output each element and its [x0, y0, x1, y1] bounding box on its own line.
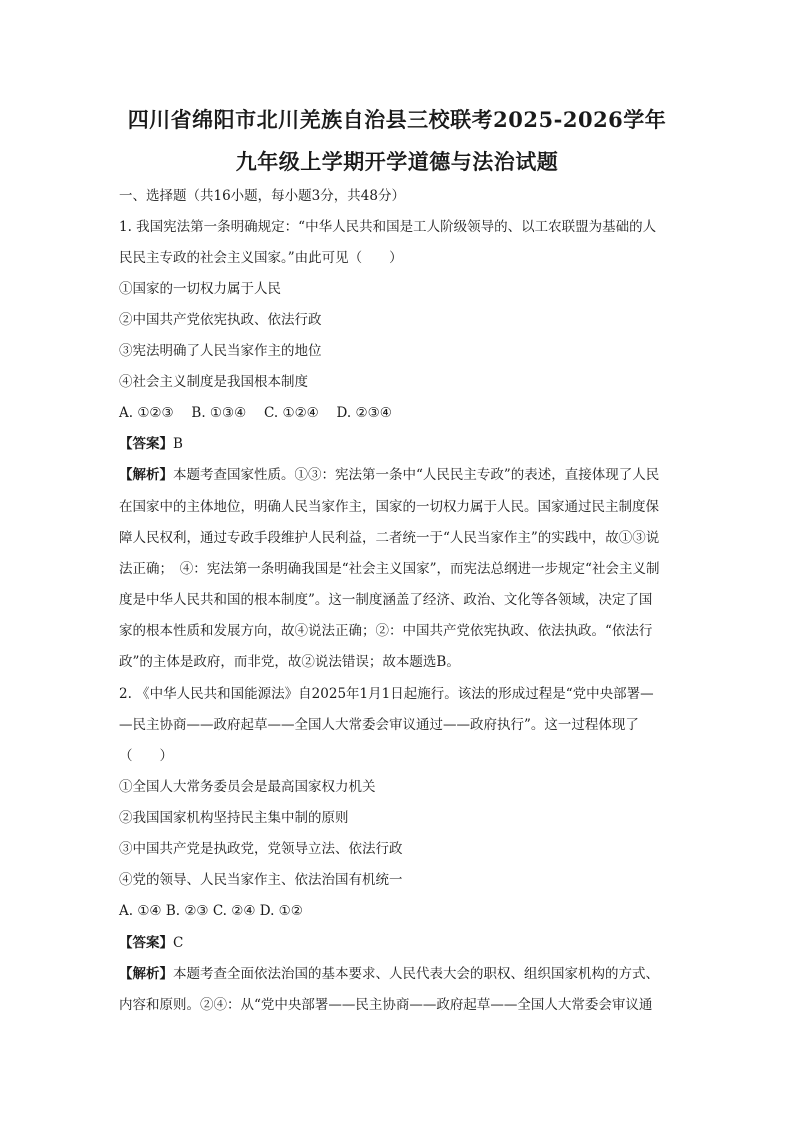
q1-answer: [119, 435, 684, 453]
q1-analysis-line2: 在国家中的主体地位，明确人民当家作主，国家的一切权力属于人民。国家通过民主制度保: [119, 499, 659, 515]
q1-choices: A. ①②③ B. ①③④ C. ①②④ D. ②③④: [119, 405, 392, 421]
q1-option-1: ①国家的一切权力属于人民: [119, 281, 281, 297]
q1-option-4: ④社会主义制度是我国根本制度: [119, 374, 308, 390]
q2-option-3: ③中国共产党是执政党，党领导立法、依法行政: [119, 841, 403, 857]
q2-option-1: ①全国人大常务委员会是最高国家权力机关: [119, 779, 376, 795]
answer-tag: 【答案】: [119, 436, 173, 452]
q1-analysis-line5: 度是中华人民共和国的根本制度”。这一制度涵盖了经济、政治、文化等各领域，决定了国: [119, 592, 653, 608]
document-title-line2: 九年级上学期开学道德与法治试题: [235, 149, 559, 174]
answer-value: B: [173, 436, 183, 452]
answer-tag: 【答案】: [119, 935, 173, 951]
analysis-tag: 【解析】: [119, 966, 173, 982]
section-heading: 一、选择题（共16小题，每小题3分，共48分）: [119, 188, 405, 204]
q2-stem-line1: 2. 《中华人民共和国能源法》自2025年1月1日起施行。该法的形成过程是“党中央部署—: [119, 686, 654, 702]
q1-analysis-line3: 障人民权利，通过专政手段维护人民利益，二者统一于“人民当家作主”的实践中，故①③说: [119, 530, 660, 546]
q1-option-3: ③宪法明确了人民当家作主的地位: [119, 343, 322, 359]
q1-stem-line1: 1. 我国宪法第一条明确规定：“中华人民共和国是工人阶级领导的、以工农联盟为基础的人: [119, 219, 657, 235]
q1-analysis-line6: 家的根本性质和发展方向，故④说法正确；②：中国共产党依宪执政、依法执政。“依法行: [119, 623, 653, 639]
q2-analysis-line1: [119, 965, 684, 983]
q1-analysis-line7: 政”的主体是政府，而非党，故②说法错误；故本题选B。: [119, 654, 460, 670]
q2-analysis-line2: 内容和原则。②④：从“党中央部署——民主协商——政府起草——全国人大常委会审议通: [119, 997, 653, 1013]
q2-choices: A. ①④ B. ②③ C. ②④ D. ①②: [119, 903, 303, 919]
q1-analysis-line4: 法正确； ④：宪法第一条明确我国是“社会主义国家”，而宪法总纲进一步规定“社会主义制: [119, 561, 660, 577]
analysis-tag: 【解析】: [119, 467, 173, 483]
q1-option-2: ②中国共产党依宪执政、依法行政: [119, 312, 322, 328]
q2-stem-line3: （ ）: [119, 748, 173, 764]
document-title-line1: 四川省绵阳市北川羌族自治县三校联考2025-2026学年: [127, 107, 667, 132]
analysis-text: 本题考查国家性质。①③：宪法第一条中“人民民主专政”的表述，直接体现了人民: [173, 467, 660, 483]
q1-analysis-line1: [119, 466, 684, 484]
q1-stem-line2: 民民主专政的社会主义国家。”由此可见（ ）: [119, 250, 403, 266]
answer-value: C: [173, 935, 184, 951]
q2-option-4: ④党的领导、人民当家作主、依法治国有机统一: [119, 872, 403, 888]
q2-option-2: ②我国国家机构坚持民主集中制的原则: [119, 810, 349, 826]
q2-stem-line2: —民主协商——政府起草——全国人大常委会审议通过——政府执行”。这一过程体现了: [119, 717, 639, 733]
analysis-text: 本题考查全面依法治国的基本要求、人民代表大会的职权、组织国家机构的方式、: [173, 966, 659, 982]
q2-answer: [119, 934, 684, 952]
